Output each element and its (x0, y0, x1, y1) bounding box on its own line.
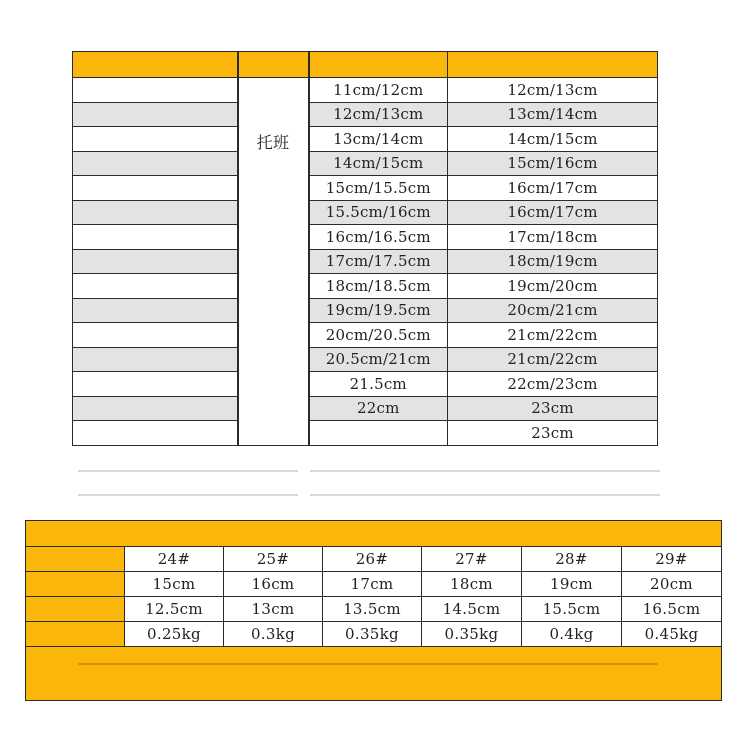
size-table-row (73, 323, 658, 348)
spec-width-cell: 12.5cm (125, 597, 224, 622)
inner-length-cell: 21cm/22cm (448, 347, 658, 372)
foot-length-cell: 13cm/14cm (309, 127, 448, 152)
spec-length-cell: 20cm (622, 572, 722, 597)
size-table-row (73, 225, 658, 250)
foot-length-cell: 20cm/20.5cm (309, 323, 448, 348)
age-cell (73, 176, 238, 201)
age-cell (73, 274, 238, 299)
age-cell (73, 78, 238, 103)
spec-size-cell: 27# (422, 547, 522, 572)
foot-length-cell: 11cm/12cm (309, 78, 448, 103)
foot-length-cell: 15.5cm/16cm (309, 200, 448, 225)
spec-table-footer-cell (26, 647, 722, 701)
foot-length-cell: 15cm/15.5cm (309, 176, 448, 201)
age-cell (73, 323, 238, 348)
spec-label-size (26, 547, 125, 572)
spec-row-size (26, 547, 722, 572)
foot-length-cell: 22cm (309, 396, 448, 421)
spec-table-footer-row (26, 647, 722, 701)
spec-weight-cell: 0.4kg (522, 622, 622, 647)
size-table-row (73, 396, 658, 421)
spec-size-cell: 29# (622, 547, 722, 572)
spec-table-header-row (26, 521, 722, 547)
inner-length-cell: 23cm (448, 396, 658, 421)
foot-length-cell: 18cm/18.5cm (309, 274, 448, 299)
spec-label-length (26, 572, 125, 597)
foot-length-cell: 20.5cm/21cm (309, 347, 448, 372)
spec-size-cell: 28# (522, 547, 622, 572)
inner-length-cell: 14cm/15cm (448, 127, 658, 152)
spec-size-cell: 24# (125, 547, 224, 572)
size-table-row (73, 78, 658, 103)
age-cell (73, 200, 238, 225)
spec-width-cell: 15.5cm (522, 597, 622, 622)
erased-line-right-2 (310, 494, 660, 496)
spec-row-width (26, 597, 722, 622)
foot-length-cell: 12cm/13cm (309, 102, 448, 127)
size-table-body (73, 52, 658, 446)
age-cell (73, 372, 238, 397)
inner-length-cell: 16cm/17cm (448, 176, 658, 201)
header-cell-foot-length (309, 52, 448, 78)
spec-length-cell: 18cm (422, 572, 522, 597)
inner-length-cell: 23cm (448, 421, 658, 446)
spec-row-length (26, 572, 722, 597)
foot-length-cell: 19cm/19.5cm (309, 298, 448, 323)
size-table-row (73, 421, 658, 446)
spec-width-cell: 14.5cm (422, 597, 522, 622)
spec-row-weight (26, 622, 722, 647)
age-cell (73, 225, 238, 250)
spec-weight-cell: 0.3kg (224, 622, 323, 647)
size-table-row (73, 274, 658, 299)
size-table-row (73, 151, 658, 176)
inner-length-cell: 12cm/13cm (448, 78, 658, 103)
inner-length-cell: 15cm/16cm (448, 151, 658, 176)
inner-length-cell: 22cm/23cm (448, 372, 658, 397)
spec-table-title-cell (26, 521, 722, 547)
header-cell-inner-length (448, 52, 658, 78)
age-cell (73, 396, 238, 421)
size-table-row (73, 347, 658, 372)
size-table-row (73, 102, 658, 127)
spec-size-cell: 26# (323, 547, 422, 572)
class-label-cell: 托班 (238, 78, 309, 446)
spec-weight-cell: 0.25kg (125, 622, 224, 647)
size-table-row (73, 372, 658, 397)
inner-length-cell: 18cm/19cm (448, 249, 658, 274)
foot-length-cell (309, 421, 448, 446)
spec-table (25, 520, 722, 701)
footer-erased-line (78, 663, 658, 665)
inner-length-cell: 19cm/20cm (448, 274, 658, 299)
spec-weight-cell: 0.35kg (422, 622, 522, 647)
spec-label-width (26, 597, 125, 622)
spec-weight-cell: 0.45kg (622, 622, 722, 647)
inner-length-cell: 21cm/22cm (448, 323, 658, 348)
foot-length-cell: 14cm/15cm (309, 151, 448, 176)
size-table (72, 51, 658, 446)
inner-length-cell: 20cm/21cm (448, 298, 658, 323)
size-table-row (73, 176, 658, 201)
spec-width-cell: 13.5cm (323, 597, 422, 622)
inner-length-cell: 17cm/18cm (448, 225, 658, 250)
spec-width-cell: 13cm (224, 597, 323, 622)
spec-size-cell: 25# (224, 547, 323, 572)
header-cell-age (73, 52, 238, 78)
inner-length-cell: 13cm/14cm (448, 102, 658, 127)
erased-line-right (310, 470, 660, 472)
spec-width-cell: 16.5cm (622, 597, 722, 622)
age-cell (73, 249, 238, 274)
size-table-row (73, 127, 658, 152)
size-table-row (73, 249, 658, 274)
size-table-row (73, 200, 658, 225)
erased-line-left-2 (78, 494, 298, 496)
age-cell (73, 151, 238, 176)
inner-length-cell: 16cm/17cm (448, 200, 658, 225)
foot-length-cell: 17cm/17.5cm (309, 249, 448, 274)
foot-length-cell: 21.5cm (309, 372, 448, 397)
erased-line-left (78, 470, 298, 472)
age-cell (73, 102, 238, 127)
age-cell (73, 421, 238, 446)
spec-length-cell: 19cm (522, 572, 622, 597)
header-cell-class (238, 52, 309, 78)
spec-length-cell: 16cm (224, 572, 323, 597)
age-cell (73, 298, 238, 323)
spec-weight-cell: 0.35kg (323, 622, 422, 647)
spec-label-weight (26, 622, 125, 647)
foot-length-cell: 16cm/16.5cm (309, 225, 448, 250)
spec-length-cell: 17cm (323, 572, 422, 597)
age-cell (73, 127, 238, 152)
spec-length-cell: 15cm (125, 572, 224, 597)
size-table-header-row (73, 52, 658, 78)
age-cell (73, 347, 238, 372)
size-table-row (73, 298, 658, 323)
